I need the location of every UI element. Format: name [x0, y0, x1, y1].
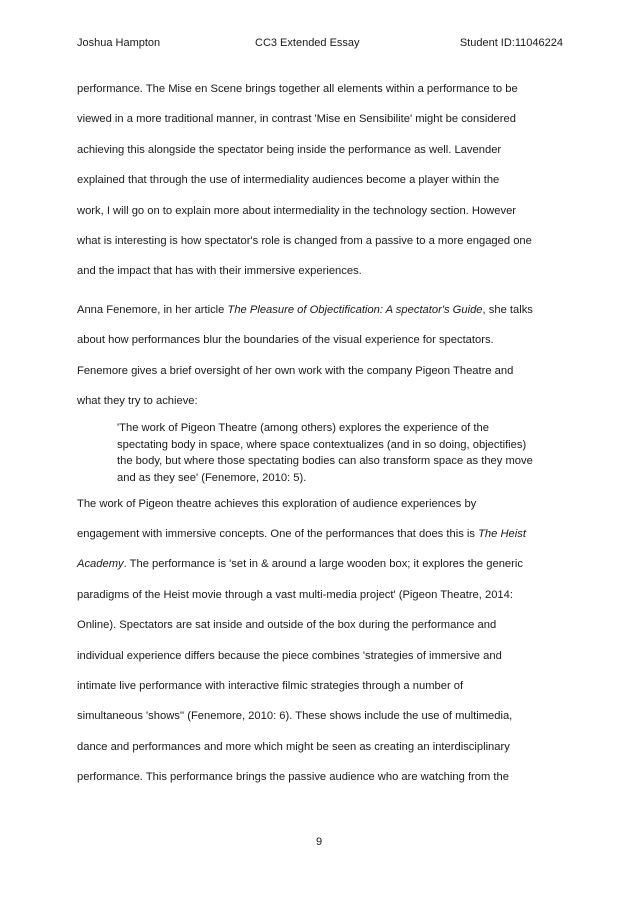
text-line: dance and performances and more which might be seen as creating an interdisciplinary	[77, 740, 510, 753]
article-title: The Pleasure of Objectification: A spectator's Guide	[227, 303, 483, 316]
text-line: performance. This performance brings the passive audience who are watching from the	[77, 771, 509, 784]
page-header	[77, 35, 563, 51]
text-line: about how performances blur the boundaries of the visual experience for spectators.	[77, 334, 494, 347]
text-run: , she talks	[482, 303, 533, 316]
header-author: Joshua Hampton	[77, 37, 161, 49]
text-line: work, I will go on to explain more about intermediality in the technology section. However	[77, 204, 517, 217]
paragraph-3	[77, 493, 563, 797]
production-title: The Heist	[478, 528, 526, 541]
quote-line: and as they see' (Fenemore, 2010: 5).	[117, 472, 307, 485]
text-run: Anna Fenemore, in her article	[77, 303, 228, 316]
text-line: simultaneous 'shows'' (Fenemore, 2010: 6). These shows include the use of multimedia,	[77, 710, 513, 723]
paragraph-1	[77, 78, 563, 291]
text-line: Online). Spectators are sat inside and outside of the box during the performance and	[77, 619, 497, 632]
text-line	[77, 553, 563, 583]
text-line: performance. The Mise en Scene brings together all elements within a performance to be	[77, 83, 518, 95]
essay-body	[77, 78, 563, 797]
text-line: what is interesting is how spectator's role is changed from a passive to a more engaged one	[77, 234, 532, 247]
text-run: . The performance is 'set in & around a large wooden box; it explores the generic	[123, 558, 523, 571]
text-line: viewed in a more traditional manner, in contrast 'Mise en Sensibilite' might be considered	[77, 113, 516, 126]
block-quote	[117, 420, 563, 486]
text-line	[77, 299, 563, 329]
quote-line: spectating body in space, where space contextualizes (and in so doing, objectifies)	[117, 438, 527, 451]
text-line: what they try to achieve:	[77, 394, 198, 407]
text-line: achieving this alongside the spectator being inside the performance as well. Lavender	[77, 143, 502, 156]
text-line: and the impact that has with their immersive experiences.	[77, 265, 362, 278]
header-course: CC3 Extended Essay	[255, 37, 360, 49]
quote-line: the body, but where those spectating bodies can also transform space as they move	[117, 455, 533, 468]
page-number: 9	[315, 836, 323, 848]
text-line	[77, 523, 563, 553]
text-line: individual experience differs because the piece combines 'strategies of immersive and	[77, 649, 502, 662]
text-line: Fenemore gives a brief oversight of her own work with the company Pigeon Theatre and	[77, 364, 514, 377]
production-title: Academy	[77, 558, 124, 571]
text-line: The work of Pigeon theatre achieves this exploration of audience experiences by	[77, 497, 477, 510]
header-student-id: Student ID:11046224	[459, 37, 563, 49]
text-run: engagement with immersive concepts. One of the performances that does this is	[77, 528, 479, 541]
paragraph-2	[77, 299, 563, 421]
quote-line: 'The work of Pigeon Theatre (among others) explores the experience of the	[117, 422, 489, 435]
text-line: paradigms of the Heist movie through a vast multi-media project' (Pigeon Theatre, 2014:	[77, 588, 513, 601]
text-line: explained that through the use of intermediality audiences become a player within the	[77, 174, 500, 187]
text-line: intimate live performance with interactive filmic strategies through a number of	[77, 680, 464, 693]
